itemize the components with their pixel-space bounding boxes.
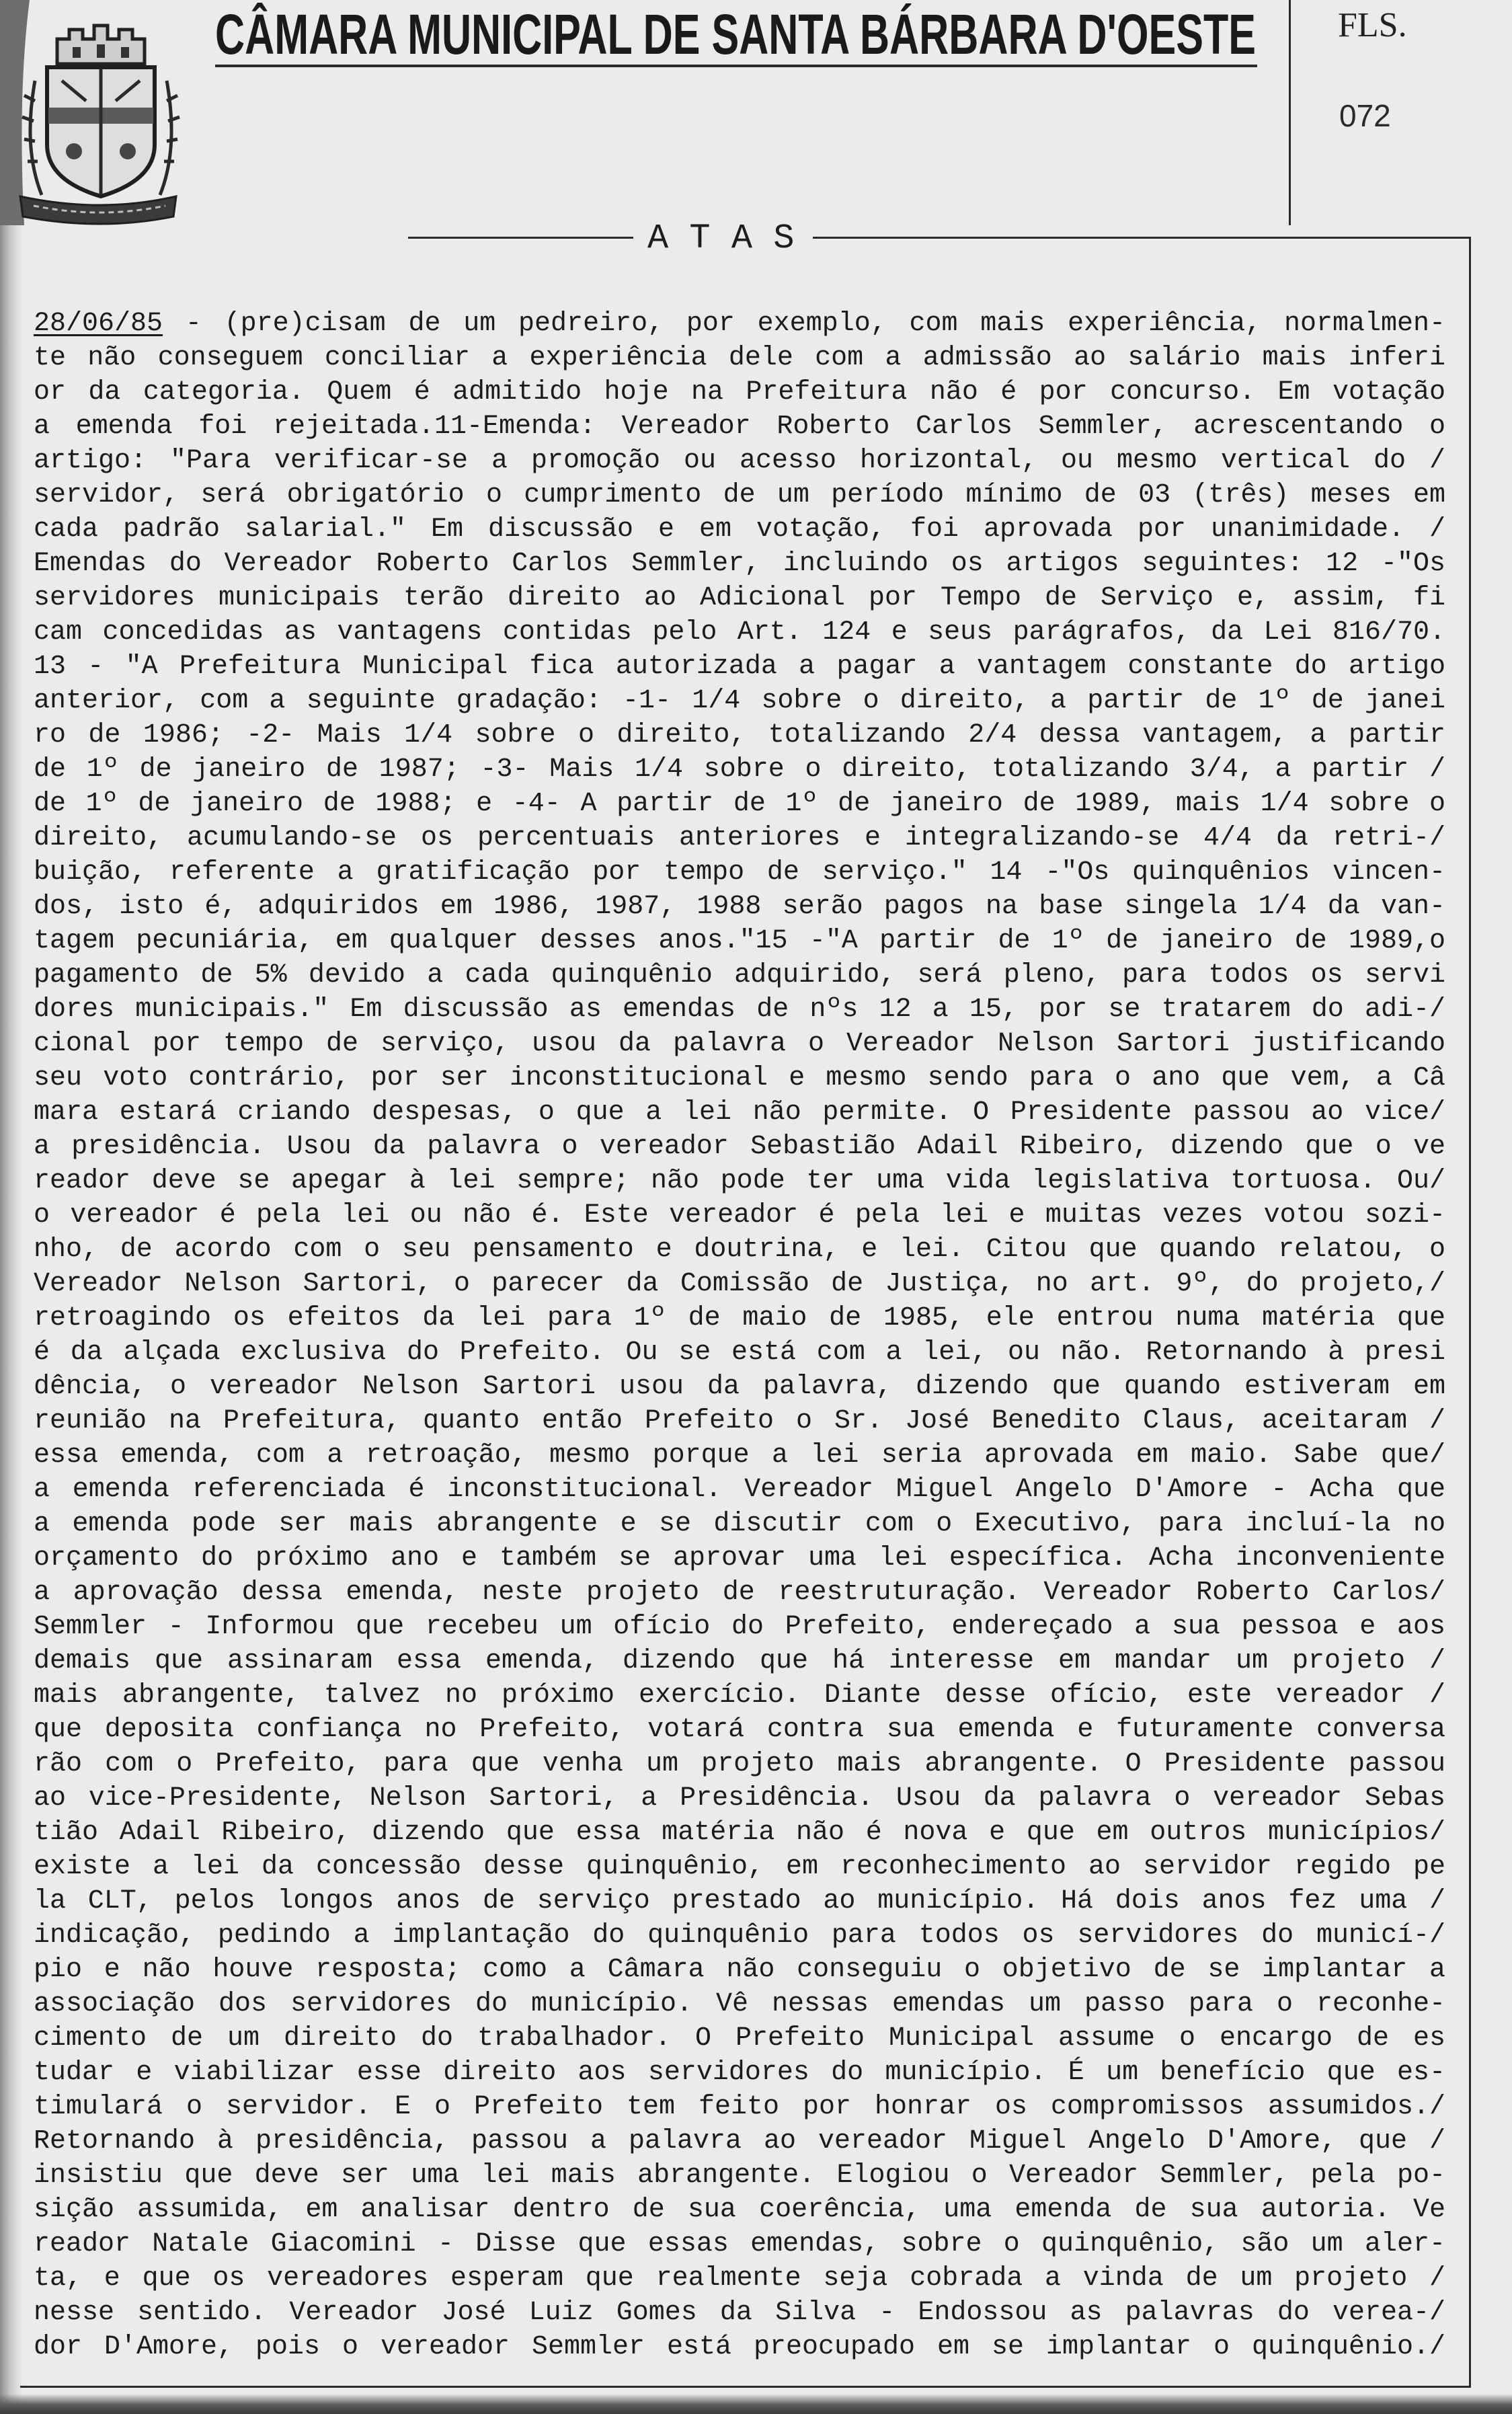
- minutes-line: mais abrangente, talvez no próximo exercício. Diante desse ofício, este vereador /: [34, 1680, 1445, 1711]
- minutes-line: tião Adail Ribeiro, dizendo que essa matéria não é nova e que em outros municípios/: [34, 1818, 1445, 1848]
- section-rule-left: [408, 237, 633, 239]
- minutes-line: dos, isto é, adquiridos em 1986, 1987, 1988 serão pagos na base singela 1/4 da van-: [34, 892, 1445, 922]
- minutes-line: sição assumida, em analisar dentro de sua coerência, uma emenda de sua autoria. Ve: [34, 2195, 1445, 2225]
- minutes-line: timulará o servidor. E o Prefeito tem feito por honrar os compromissos assumidos./: [34, 2092, 1445, 2122]
- minutes-line: a emenda pode ser mais abrangente e se discutir com o Executivo, para incluí-la no: [34, 1509, 1445, 1539]
- minutes-line: direito, acumulando-se os percentuais anteriores e integralizando-se 4/4 da retri-/: [34, 823, 1445, 853]
- minutes-line: dores municipais." Em discussão as emendas de nºs 12 a 15, por se tratarem do adi-/: [34, 995, 1445, 1025]
- minutes-line: [34, 307, 1445, 341]
- minutes-line: orçamento do próximo ano e também se aprovar uma lei específica. Acha inconveniente: [34, 1543, 1445, 1573]
- minutes-line: or da categoria. Quem é admitido hoje na Prefeitura não é por concurso. Em votação: [34, 377, 1445, 407]
- minutes-line: reunião na Prefeitura, quanto então Prefeito o Sr. José Benedito Claus, aceitaram /: [34, 1406, 1445, 1436]
- minutes-line: pagamento de 5% devido a cada quinquênio adquirido, será pleno, para todos os servi: [34, 960, 1445, 990]
- minutes-line: tagem pecuniária, em qualquer desses anos."15 -"A partir de 1º de janeiro de 1989,o: [34, 926, 1445, 956]
- crest-shield: [47, 67, 155, 196]
- minutes-line: associação dos servidores do município. Vê nessas emendas um passo para o reconhe-: [34, 1989, 1445, 2019]
- minutes-line: indicação, pedindo a implantação do quinquênio para todos os servidores do municí-/: [34, 1920, 1445, 1951]
- frame-border-right: [1469, 237, 1471, 2387]
- minutes-line: reador deve se apegar à lei sempre; não pode ter uma vida legislativa tortuosa. Ou/: [34, 1166, 1445, 1196]
- minutes-line: anterior, com a seguinte gradação: -1- 1/4 sobre o direito, a partir de 1º de janei: [34, 686, 1445, 716]
- sheet-label: FLS.: [1338, 6, 1407, 44]
- minutes-line: a presidência. Usou da palavra o vereador Sebastião Adail Ribeiro, dizendo que o ve: [34, 1132, 1445, 1162]
- minutes-line: Emendas do Vereador Roberto Carlos Semmler, incluindo os artigos seguintes: 12 -"Os: [34, 549, 1445, 579]
- minutes-line: Vereador Nelson Sartori, o parecer da Comissão de Justiça, no art. 9º, do projeto,/: [34, 1269, 1445, 1299]
- scan-edge-shadow-left: [0, 0, 23, 2414]
- minutes-line: servidor, será obrigatório o cumprimento de um período mínimo de 03 (três) meses em: [34, 480, 1445, 510]
- minutes-line: dência, o vereador Nelson Sartori usou da palavra, dizendo que quando estiveram em: [34, 1372, 1445, 1402]
- minutes-line: a emenda referenciada é inconstitucional. Vereador Miguel Angelo D'Amore - Acha que: [34, 1475, 1445, 1505]
- section-title: A T A S: [647, 219, 795, 258]
- minutes-line: 13 - "A Prefeitura Municipal fica autorizada a pagar a vantagem constante do artigo: [34, 652, 1445, 682]
- minutes-line: cada padrão salarial." Em discussão e em votação, foi aprovada por unanimidade. /: [34, 514, 1445, 545]
- minutes-line: ta, e que os vereadores esperam que realmente seja cobrada a vinda de um projeto /: [34, 2263, 1445, 2294]
- minutes-line: cional por tempo de serviço, usou da palavra o Vereador Nelson Sartori justificando: [34, 1029, 1445, 1059]
- minutes-line: o vereador é pela lei ou não é. Este vereador é pela lei e muitas vezes votou sozi-: [34, 1200, 1445, 1231]
- minutes-line: nesse sentido. Vereador José Luiz Gomes da Silva - Endossou as palavras do verea-/: [34, 2298, 1445, 2328]
- council-header: [214, 0, 1263, 63]
- minutes-line: que deposita confiança no Prefeito, votará contra sua emenda e futuramente conversa: [34, 1715, 1445, 1745]
- minutes-line: a aprovação dessa emenda, neste projeto de reestruturação. Vereador Roberto Carlos/: [34, 1578, 1445, 1608]
- minutes-line: cimento de um direito do trabalhador. O Prefeito Municipal assume o encargo de es: [34, 2023, 1445, 2054]
- minutes-body: [34, 307, 1445, 2364]
- minutes-line: retroagindo os efeitos da lei para 1º de maio de 1985, ele entrou numa matéria que: [34, 1303, 1445, 1333]
- section-rule-right: [813, 237, 1470, 239]
- minutes-line: buição, referente a gratificação por tempo de serviço." 14 -"Os quinquênios vincen-: [34, 857, 1445, 888]
- minutes-line: a emenda foi rejeitada.11-Emenda: Vereador Roberto Carlos Semmler, acrescentando o: [34, 412, 1445, 442]
- minutes-line: reador Natale Giacomini - Disse que essas emendas, sobre o quinquênio, são um aler-: [34, 2229, 1445, 2259]
- minutes-line: ao vice-Presidente, Nelson Sartori, a Presidência. Usou da palavra o vereador Sebas: [34, 1783, 1445, 1814]
- crest-mural-crown: [57, 26, 145, 64]
- minutes-line: demais que assinaram essa emenda, dizendo que há interesse em mandar um projeto /: [34, 1646, 1445, 1676]
- minutes-line: Semmler - Informou que recebeu um ofício do Prefeito, endereçado a sua pessoa e aos: [34, 1612, 1445, 1642]
- municipal-crest-logo: [0, 0, 182, 225]
- minutes-line: la CLT, pelos longos anos de serviço prestado ao município. Há dois anos fez uma /: [34, 1886, 1445, 1916]
- scan-edge-shadow-bottom: [0, 2394, 1512, 2414]
- minutes-line: existe a lei da concessão desse quinquênio, em reconhecimento ao servidor regido pe: [34, 1852, 1445, 1882]
- minutes-line: te não conseguem conciliar a experiência dele com a admissão ao salário mais inferi: [34, 343, 1445, 373]
- minutes-line: servidores municipais terão direito ao Adicional por Tempo de Serviço e, assim, fi: [34, 583, 1445, 613]
- crest-edge-shadow: [0, 0, 30, 225]
- frame-border-bottom: [20, 2386, 1471, 2388]
- minutes-line: insistiu que deve ser uma lei mais abrangente. Elogiou o Vereador Semmler, pela po-: [34, 2160, 1445, 2191]
- minutes-line: dor D'Amore, pois o vereador Semmler está preocupado em se implantar o quinquênio./: [34, 2332, 1445, 2362]
- minutes-line: pio e não houve resposta; como a Câmara não conseguiu o objetivo de se implantar a: [34, 1955, 1445, 1985]
- minutes-line: essa emenda, com a retroação, mesmo porque a lei seria aprovada em maio. Sabe que/: [34, 1440, 1445, 1471]
- minutes-line: rão com o Prefeito, para que venha um projeto mais abrangente. O Presidente passou: [34, 1749, 1445, 1779]
- minutes-line: Retornando à presidência, passou a palavra ao vereador Miguel Angelo D'Amore, que /: [34, 2126, 1445, 2156]
- minutes-line-text: - (pre)cisam de um pedreiro, por exemplo, com mais experiência, normalmen-: [185, 309, 1445, 339]
- minutes-line: mara estará criando despesas, o que a lei não permite. O Presidente passou ao vice/: [34, 1097, 1445, 1128]
- minutes-line: de 1º de janeiro de 1987; -3- Mais 1/4 sobre o direito, totalizando 3/4, a partir /: [34, 754, 1445, 785]
- minutes-line: ro de 1986; -2- Mais 1/4 sobre o direito, totalizando 2/4 dessa vantagem, a partir: [34, 720, 1445, 750]
- minutes-line: cam concedidas as vantagens contidas pelo Art. 124 e seus parágrafos, da Lei 816/70.: [34, 617, 1445, 648]
- minutes-line: seu voto contrário, por ser inconstitucional e mesmo sendo para o ano que vem, a Câ: [34, 1063, 1445, 1093]
- crest-ribbon: [20, 196, 176, 224]
- minutes-line: artigo: "Para verificar-se a promoção ou acesso horizontal, ou mesmo vertical do /: [34, 446, 1445, 476]
- council-name-title: CÂMARA MUNICIPAL DE SANTA BÁRBARA D'OESTE: [215, 3, 1256, 63]
- header-divider: [1289, 0, 1291, 225]
- minutes-line: de 1º de janeiro de 1988; e -4- A partir de 1º de janeiro de 1989, mais 1/4 sobre o: [34, 789, 1445, 819]
- title-underline: [215, 65, 1257, 67]
- session-date: 28/06/85: [34, 309, 163, 339]
- minutes-line: é da alçada exclusiva do Prefeito. Ou se está com a lei, ou não. Retornando à presi: [34, 1337, 1445, 1368]
- minutes-line: nho, de acordo com o seu pensamento e doutrina, e lei. Citou que quando relatou, o: [34, 1235, 1445, 1265]
- sheet-number: 072: [1339, 98, 1391, 133]
- minutes-line: tudar e viabilizar esse direito aos servidores do município. É um benefício que es-: [34, 2058, 1445, 2088]
